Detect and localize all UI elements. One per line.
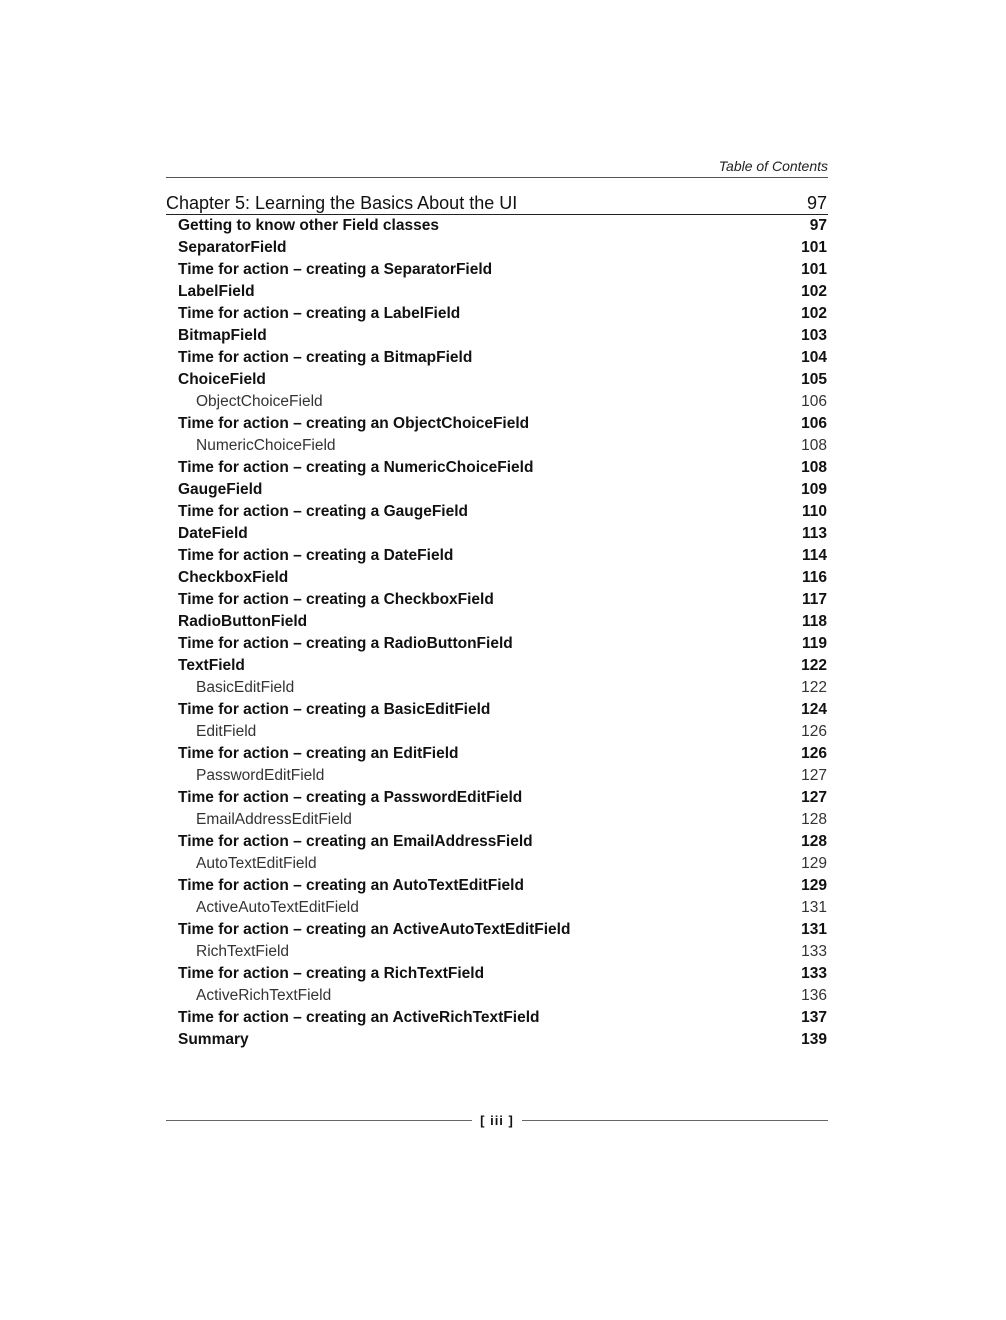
toc-entry-page: 133: [801, 943, 827, 960]
toc-entry[interactable]: [178, 501, 827, 523]
toc-entry-label: Time for action – creating a DateField: [178, 547, 454, 564]
toc-entry[interactable]: [178, 457, 827, 479]
toc-entry-label: RadioButtonField: [178, 613, 308, 630]
toc-entry-page: 108: [801, 459, 827, 476]
toc-entry-page: 127: [801, 767, 827, 784]
running-header: Table of Contents: [718, 158, 828, 174]
toc-entry-page: 116: [801, 569, 827, 586]
toc-entry-page: 108: [801, 437, 827, 454]
toc-entry-label: Time for action – creating a BasicEditField: [178, 701, 491, 718]
toc-entry-label: Time for action – creating a GaugeField: [178, 503, 468, 520]
toc-entry[interactable]: [178, 985, 827, 1007]
toc-entry[interactable]: [178, 633, 827, 655]
toc-entry-page: 104: [801, 349, 827, 366]
toc-entry[interactable]: [178, 831, 827, 853]
toc-entry-label: ObjectChoiceField: [196, 393, 323, 410]
toc-entry-label: Time for action – creating a NumericChoiceField: [178, 459, 534, 476]
toc-entry[interactable]: [178, 721, 827, 743]
toc-entry-label: Time for action – creating an AutoTextEditField: [178, 877, 524, 894]
toc-entry-label: CheckboxField: [178, 569, 289, 586]
toc-entry[interactable]: [178, 1029, 827, 1051]
toc-entry-label: Time for action – creating an ActiveAutoTextEditField: [178, 921, 571, 938]
toc-entry-page: 122: [801, 657, 827, 674]
toc-entry-label: Time for action – creating an EditField: [178, 745, 459, 762]
toc-entry-label: GaugeField: [178, 481, 263, 498]
toc-entry-page: 128: [801, 833, 827, 850]
chapter-title: Chapter 5: Learning the Basics About the UI: [166, 193, 518, 213]
toc-entry-page: 105: [801, 371, 827, 388]
toc-entry[interactable]: [178, 699, 827, 721]
toc-page: [166, 0, 828, 1320]
toc-entry[interactable]: [178, 809, 827, 831]
toc-entry-label: SeparatorField: [178, 239, 287, 256]
chapter-page-number: 97: [806, 193, 827, 213]
toc-entry[interactable]: [178, 875, 827, 897]
toc-entry[interactable]: [178, 479, 827, 501]
toc-entry[interactable]: [178, 215, 827, 237]
toc-entry-page: 126: [801, 745, 827, 762]
footer-rule-left: [166, 1120, 472, 1121]
toc-entry[interactable]: [178, 743, 827, 765]
toc-entry[interactable]: [178, 655, 827, 677]
chapter-heading[interactable]: [166, 192, 828, 215]
toc-entry-label: Time for action – creating an ActiveRichTextField: [178, 1009, 540, 1026]
toc-entry-label: Time for action – creating a BitmapField: [178, 349, 473, 366]
toc-entry-page: 128: [801, 811, 827, 828]
header-rule: [166, 177, 828, 178]
toc-entry-label: NumericChoiceField: [196, 437, 336, 454]
page-footer: [166, 1110, 828, 1130]
toc-entry-page: 129: [801, 855, 827, 872]
toc-entry-label: ChoiceField: [178, 371, 266, 388]
toc-entry-label: Getting to know other Field classes: [178, 217, 439, 234]
toc-entry[interactable]: [178, 259, 827, 281]
toc-entry-label: Time for action – creating a RichTextField: [178, 965, 485, 982]
toc-entry[interactable]: [178, 765, 827, 787]
toc-entry-label: Time for action – creating a SeparatorField: [178, 261, 493, 278]
toc-entry[interactable]: [178, 435, 827, 457]
toc-entry-label: LabelField: [178, 283, 255, 300]
footer-rule-right: [522, 1120, 828, 1121]
footer-page-number: [ iii ]: [480, 1112, 514, 1128]
toc-entry[interactable]: [178, 677, 827, 699]
toc-entry-label: Time for action – creating an ObjectChoiceField: [178, 415, 530, 432]
toc-entry[interactable]: [178, 347, 827, 369]
toc-entry-page: 110: [801, 503, 827, 520]
toc-entry-label: Time for action – creating a CheckboxField: [178, 591, 494, 608]
toc-entry-label: Time for action – creating a LabelField: [178, 305, 461, 322]
toc-entry-page: 114: [801, 547, 827, 564]
toc-entry-label: Time for action – creating an EmailAddressField: [178, 833, 533, 850]
toc-entry-page: 126: [801, 723, 827, 740]
toc-entry-label: BitmapField: [178, 327, 267, 344]
toc-entry-page: 101: [801, 239, 827, 256]
toc-entry-label: EditField: [196, 723, 257, 740]
toc-entry[interactable]: [178, 589, 827, 611]
toc-entry-page: 136: [801, 987, 827, 1004]
toc-entry[interactable]: [178, 853, 827, 875]
toc-entry-page: 117: [801, 591, 827, 608]
toc-entry[interactable]: [178, 611, 827, 633]
toc-entry-page: 139: [801, 1031, 827, 1048]
toc-entry-list: [178, 215, 827, 1051]
toc-entry-label: Summary: [178, 1031, 249, 1048]
toc-entry-label: RichTextField: [196, 943, 290, 960]
toc-entry-page: 122: [801, 679, 827, 696]
toc-entry-page: 109: [801, 481, 827, 498]
toc-entry-page: 106: [801, 393, 827, 410]
toc-entry-page: 113: [801, 525, 827, 542]
toc-entry[interactable]: [178, 237, 827, 259]
toc-entry-page: 97: [809, 217, 827, 234]
toc-entry-label: TextField: [178, 657, 245, 674]
toc-entry-page: 137: [801, 1009, 827, 1026]
toc-entry-label: DateField: [178, 525, 248, 542]
toc-entry-page: 102: [801, 283, 827, 300]
toc-entry-page: 101: [801, 261, 827, 278]
toc-entry[interactable]: [178, 919, 827, 941]
toc-entry-label: ActiveAutoTextEditField: [196, 899, 359, 916]
toc-entry-label: Time for action – creating a PasswordEditField: [178, 789, 523, 806]
toc-entry-label: ActiveRichTextField: [196, 987, 332, 1004]
toc-entry[interactable]: [178, 567, 827, 589]
toc-entry-page: 124: [801, 701, 827, 718]
toc-entry-page: 131: [801, 899, 827, 916]
toc-entry[interactable]: [178, 413, 827, 435]
toc-entry[interactable]: [178, 281, 827, 303]
toc-entry[interactable]: [178, 1007, 827, 1029]
toc-entry-label: AutoTextEditField: [196, 855, 317, 872]
toc-entry-page: 131: [801, 921, 827, 938]
toc-entry-page: 127: [801, 789, 827, 806]
toc-entry-page: 106: [801, 415, 827, 432]
toc-entry-page: 103: [801, 327, 827, 344]
toc-entry[interactable]: [178, 391, 827, 413]
toc-entry-page: 118: [801, 613, 827, 630]
toc-entry[interactable]: [178, 545, 827, 567]
toc-entry[interactable]: [178, 325, 827, 347]
toc-entry-page: 133: [801, 965, 827, 982]
toc-entry-label: Time for action – creating a RadioButtonField: [178, 635, 513, 652]
toc-entry[interactable]: [178, 897, 827, 919]
toc-entry-page: 102: [801, 305, 827, 322]
toc-entry[interactable]: [178, 303, 827, 325]
toc-entry[interactable]: [178, 787, 827, 809]
toc-entry[interactable]: [178, 369, 827, 391]
toc-entry-label: BasicEditField: [196, 679, 295, 696]
toc-entry[interactable]: [178, 523, 827, 545]
toc-entry-label: PasswordEditField: [196, 767, 325, 784]
toc-entry-label: EmailAddressEditField: [196, 811, 352, 828]
toc-entry[interactable]: [178, 963, 827, 985]
toc-entry-page: 129: [801, 877, 827, 894]
toc-entry[interactable]: [178, 941, 827, 963]
toc-entry-page: 119: [801, 635, 827, 652]
